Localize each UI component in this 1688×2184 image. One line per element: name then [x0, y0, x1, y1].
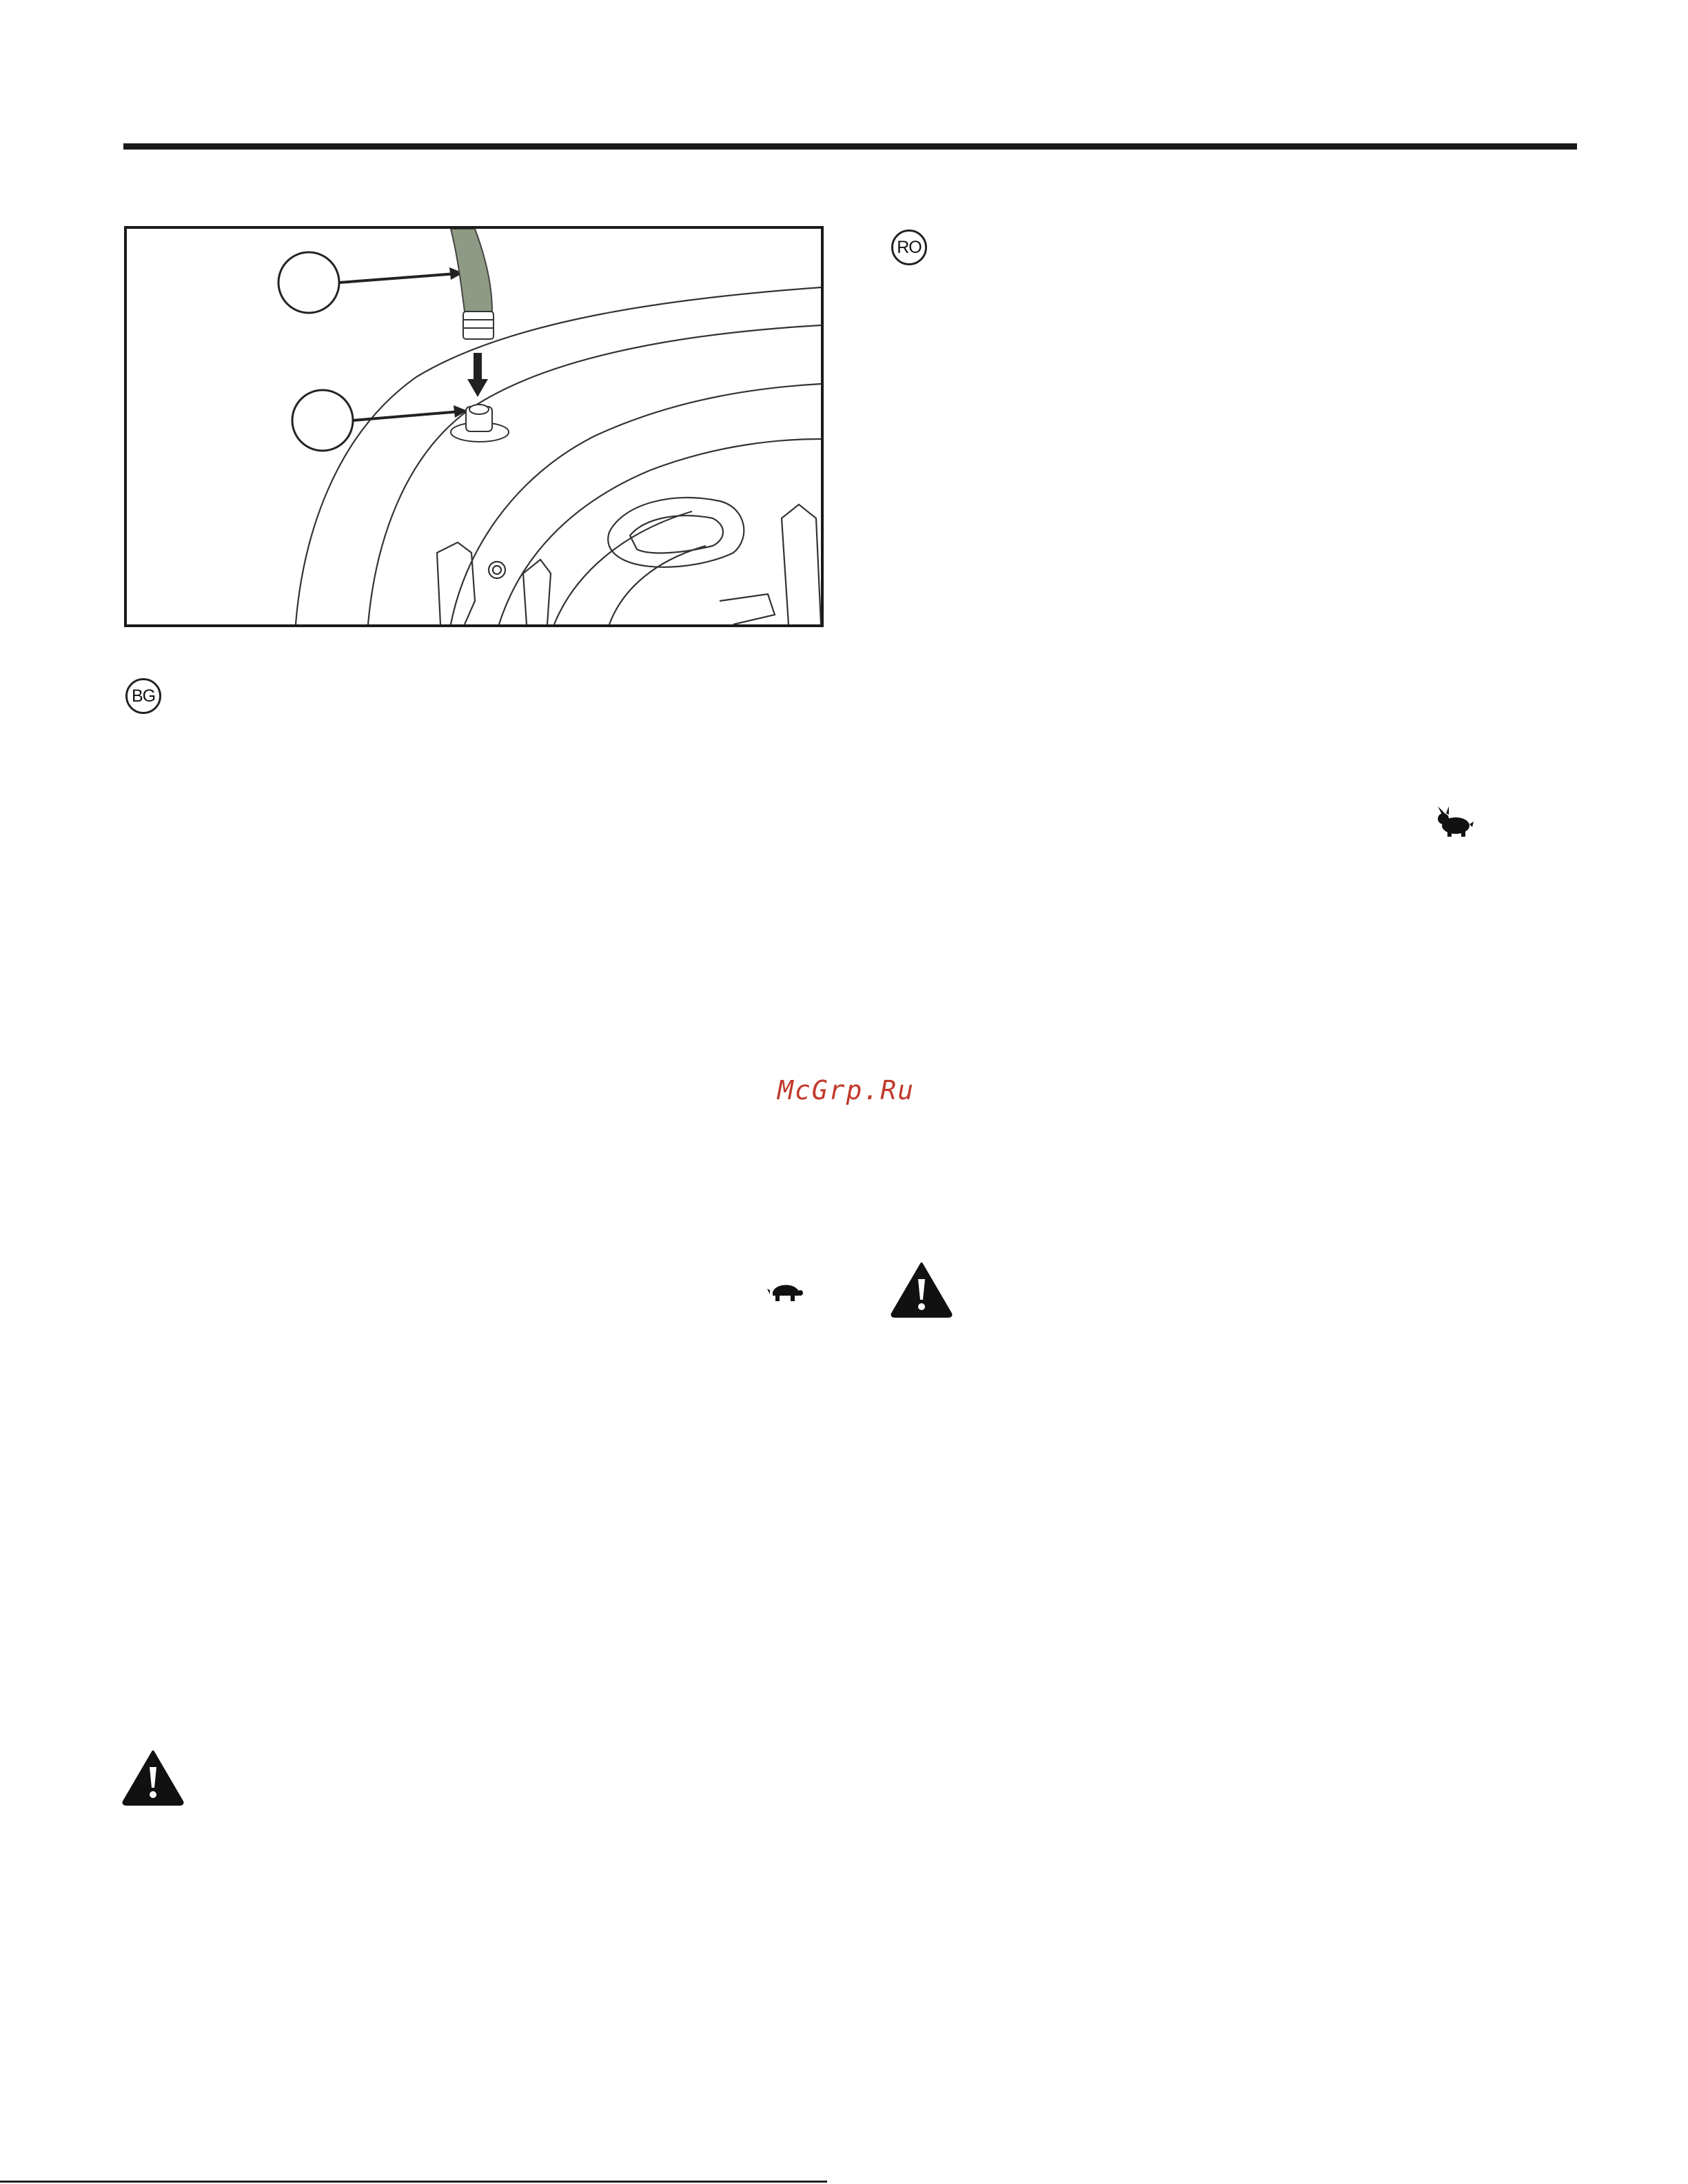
rabbit-icon: [1435, 806, 1474, 839]
warning-triangle-icon: [121, 1749, 185, 1808]
footer-rule: [0, 2181, 827, 2183]
language-badge-ro: RO: [891, 229, 927, 265]
deck-wash-figure: [124, 226, 824, 627]
callout-1: [278, 252, 339, 313]
watermark: McGrp.Ru: [777, 1075, 915, 1105]
turtle-icon: [767, 1276, 803, 1307]
header-rule: [123, 143, 1577, 150]
warning-triangle-icon: [890, 1261, 953, 1320]
language-badge-bg: BG: [125, 678, 161, 714]
hose-icon: [451, 229, 494, 339]
arrow-down-icon: [467, 353, 488, 397]
callout-2: [292, 390, 353, 451]
